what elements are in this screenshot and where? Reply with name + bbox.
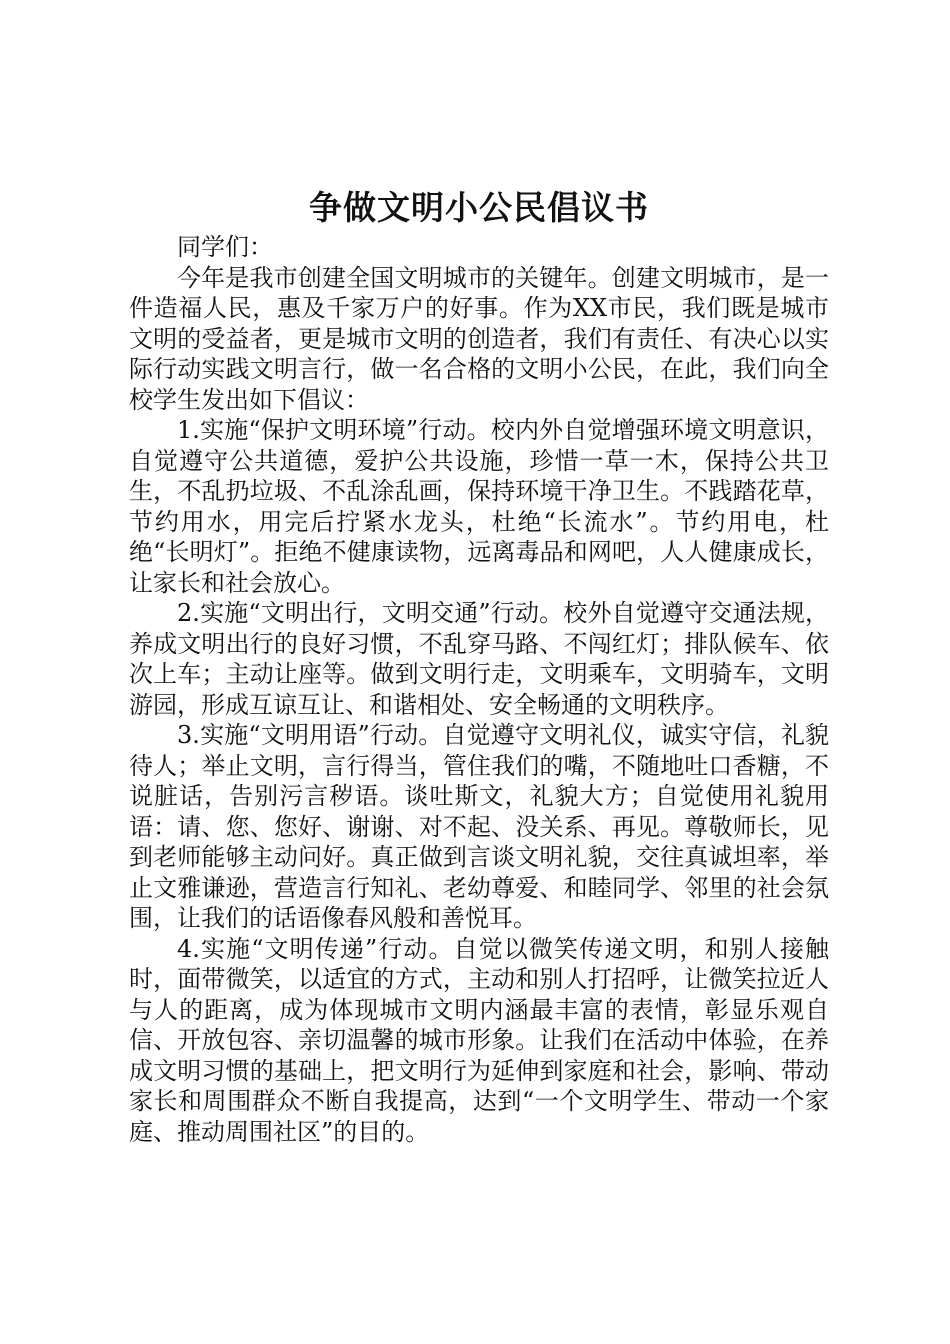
paragraph-item-2: 2.实施“文明出行，文明交通”行动。校外自觉遵守交通法规，养成文明出行的良好习惯，不乱穿马路、不闯红灯；排队候车、依次上车；主动让座等。做到文明行走，文明乘车，文明骑车，文明游园，形成互谅互让、和谐相处、安全畅通的文明秩序。 bbox=[129, 599, 829, 719]
document-title: 争做文明小公民倡议书 bbox=[309, 188, 649, 227]
paragraph-item-1: 1.实施“保护文明环境”行动。校内外自觉增强环境文明意识，自觉遵守公共道德，爱护公共设施，珍惜一草一木，保持公共卫生，不乱扔垃圾、不乱涂乱画，保持环境干净卫生。不践踏花草，节约用水，用完后拧紧水龙头，杜绝“长流水”。节约用电，杜绝“长明灯”。拒绝不健康读物，远离毒品和网吧，人人健康成长，让家长和社会放心。 bbox=[129, 416, 829, 597]
paragraph-item-3: 3.实施“文明用语”行动。自觉遵守文明礼仪，诚实守信，礼貌待人；举止文明，言行得当，管住我们的嘴，不随地吐口香糖，不说脏话，告别污言秽语。谈吐斯文，礼貌大方；自觉使用礼貌用语：请、您、您好、谢谢、对不起、没关系、再见。尊敬师长，见到老师能够主动问好。真正做到言谈文明礼貌，交往真诚坦率，举止文雅谦逊，营造言行知礼、老幼尊爱、和睦同学、邻里的社会氛围，让我们的话语像春风般和善悦耳。 bbox=[129, 721, 829, 932]
document-body bbox=[129, 232, 829, 1147]
greeting: 同学们： bbox=[177, 233, 273, 261]
paragraph-intro: 今年是我市创建全国文明城市的关键年。创建文明城市，是一件造福人民，惠及千家万户的好事。作为XX市民，我们既是城市文明的受益者，更是城市文明的创造者，我们有责任、有决心以实际行动实践文明言行，做一名合格的文明小公民，在此，我们向全校学生发出如下倡议： bbox=[129, 263, 829, 414]
paragraph-item-4: 4.实施“文明传递”行动。自觉以微笑传递文明，和别人接触时，面带微笑，以适宜的方式，主动和别人打招呼，让微笑拉近人与人的距离，成为体现城市文明内涵最丰富的表情，彰显乐观自信、开放包容、亲切温馨的城市形象。让我们在活动中体验，在养成文明习惯的基础上，把文明行为延伸到家庭和社会，影响、带动家长和周围群众不断自我提高，达到“一个文明学生、带动一个家庭、推动周围社区”的目的。 bbox=[129, 934, 829, 1146]
